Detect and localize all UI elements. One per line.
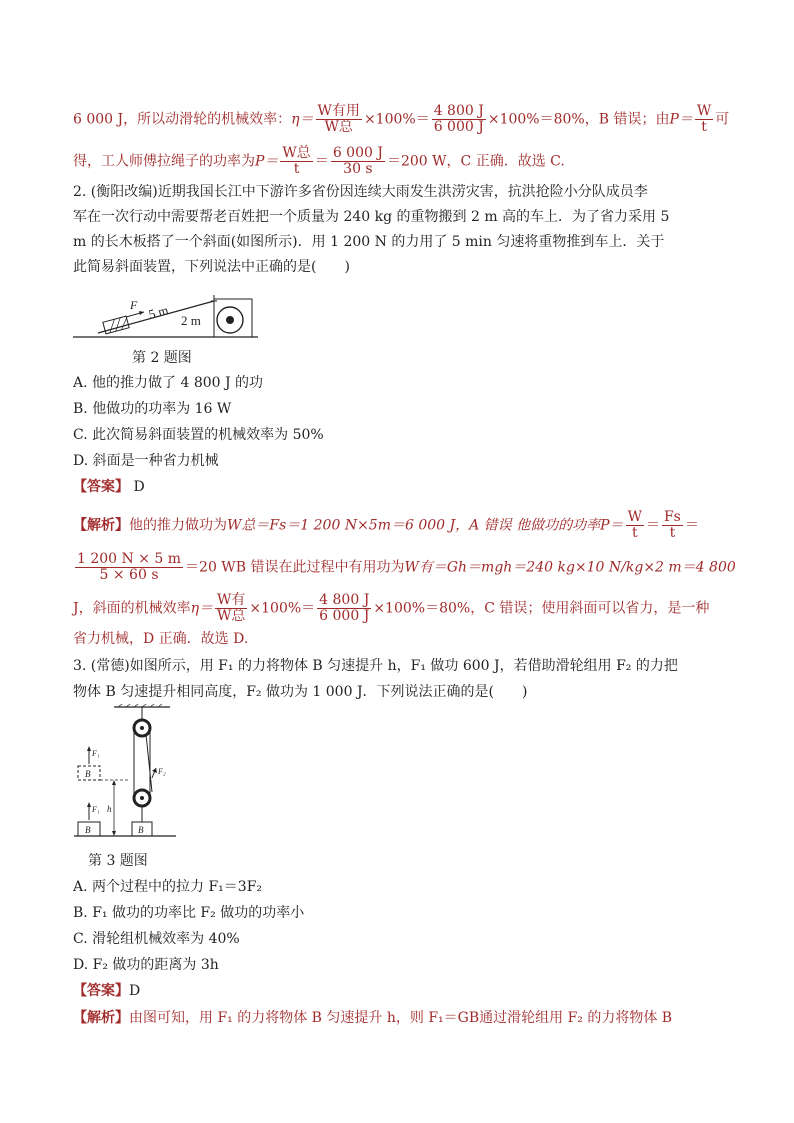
q2-option-c: C. 此次简易斜面装置的机械效率为 50%: [73, 427, 324, 443]
q2-stem-line: m 的长木板搭了一个斜面(如图所示)．用 1 200 N 的力用了 5 min 匀速将重物推到车上．关于: [73, 234, 665, 250]
fraction: $\frac{W}{t}$: [627, 509, 642, 541]
q3-stem-line: 物体 B 匀速提升相同高度，F₂ 做功为 1 000 J．下列说法正确的是( ): [73, 684, 528, 700]
q2-option-d: D. 斜面是一种省力机械: [73, 453, 219, 469]
block-b-raised: B: [85, 769, 91, 779]
q2-option-b: B. 他做功的功率为 16 W: [73, 401, 232, 417]
q2-analysis-line-2: $\frac{1 200 N \times 5 m}{5 \times 60 s}$ ＝20 WB 错误在此过程中有用功为W有＝Gh＝mgh＝240 kg×10 N/kg×2 m＝4 800: [77, 551, 736, 583]
solution-line-2: 得，工人师傅拉绳子的功率为P＝ $\frac{\text{W总}}{t}$ ＝ $\frac{6 000 J}{30 s}$ ＝200 W，C 正确．故选 C.: [73, 145, 565, 177]
force-label: F: [130, 298, 138, 312]
fraction: $\frac{6 000 J}{30 s}$: [332, 145, 383, 177]
q3-option-c: C. 滑轮组机械效率为 40%: [73, 931, 240, 947]
q2-stem-line: 军在一次行动中需要帮老百姓把一个质量为 240 kg 的重物搬到 2 m 高的车上．为了省力采用 5: [73, 209, 670, 225]
fraction: $\frac{4 800 J}{6 000 J}$: [433, 103, 484, 135]
incline-figure: [68, 287, 268, 345]
block-b-right: B: [138, 825, 144, 835]
q2-figure-caption: 第 2 题图: [132, 350, 192, 366]
fraction: $\frac{1 200 N \times 5 m}{5 \times 60 s}$: [77, 551, 182, 583]
q2-analysis-line-1: 【解析】他的推力做功为W总＝Fs＝1 200 N×5m＝6 000 J，A 错误 他做功的功率P＝ $\frac{W}{t}$ ＝ $\frac{Fs}{t}$ ＝: [73, 509, 699, 541]
block-b-bottom: B: [85, 825, 91, 835]
q3-stem-line: 3. (常德)如图所示，用 F₁ 的力将物体 B 匀速提升 h，F₁ 做功 600 J，若借助滑轮组用 F₂ 的力把: [73, 658, 678, 674]
q3-answer: [73, 981, 140, 1001]
pulley-figure: [72, 704, 182, 842]
answer-value: D: [129, 983, 141, 999]
answer-value: D: [133, 479, 145, 495]
q3-figure-caption: 第 3 题图: [88, 853, 148, 869]
q2-stem-line: 此简易斜面装置，下列说法中正确的是( ): [73, 259, 350, 275]
fraction: $\frac{Fs}{t}$: [663, 509, 681, 541]
fraction: $\frac{4 800 J}{6 000 J}$: [319, 592, 370, 624]
q2-option-a: A. 他的推力做了 4 800 J 的功: [73, 375, 264, 391]
fraction: $\frac{\text{W有用}}{\text{W总}}$: [317, 103, 360, 135]
q2-analysis-line-4: 省力机械，D 正确．故选 D.: [73, 631, 249, 647]
f1-label-bottom: F₁: [92, 805, 100, 814]
solution-line-1: 6 000 J，所以动滑轮的机械效率：η＝ $\frac{\text{W有用}}{\text{W总}}$ ×100%＝ $\frac{4 800 J}{6 000 J}$ ×100%＝80%，B 错误；由P＝ $\frac{W}{t}$ 可: [73, 103, 730, 135]
q3-option-b: B. F₁ 做功的功率比 F₂ 做功的功率小: [73, 905, 305, 921]
h-label: h: [107, 804, 112, 814]
fraction: $\frac{W}{t}$: [696, 103, 712, 135]
fraction: $\frac{\text{W总}}{t}$: [282, 145, 311, 177]
q2-answer: [73, 477, 145, 497]
fraction: $\frac{\text{W有}}{\text{W总}}$: [217, 592, 246, 624]
answer-tag: 【答案】: [73, 983, 129, 999]
q2-stem-line: 2. (衡阳改编)近期我国长江中下游许多省份因连续大雨发生洪涝灾害，抗洪抢险小分队成员李: [73, 184, 648, 200]
q2-analysis-line-3: J，斜面的机械效率η＝ $\frac{\text{W有}}{\text{W总}}$ ×100%＝ $\frac{4 800 J}{6 000 J}$ ×100%＝80%，C 错误；使用斜面可以省力，是一种: [73, 592, 710, 624]
length-label: 5 m: [146, 302, 170, 322]
q3-option-d: D. F₂ 做功的距离为 3h: [73, 957, 219, 973]
height-label: 2 m: [181, 313, 201, 328]
answer-tag: 【答案】: [73, 479, 129, 495]
q3-analysis-line: 【解析】由图可知，用 F₁ 的力将物体 B 匀速提升 h，则 F₁＝GB通过滑轮组用 F₂ 的力将物体 B: [73, 1010, 673, 1026]
q3-option-a: A. 两个过程中的拉力 F₁＝3F₂: [73, 879, 263, 895]
f2-label: F₂: [158, 767, 166, 776]
f1-label-top: F₁: [92, 749, 100, 758]
